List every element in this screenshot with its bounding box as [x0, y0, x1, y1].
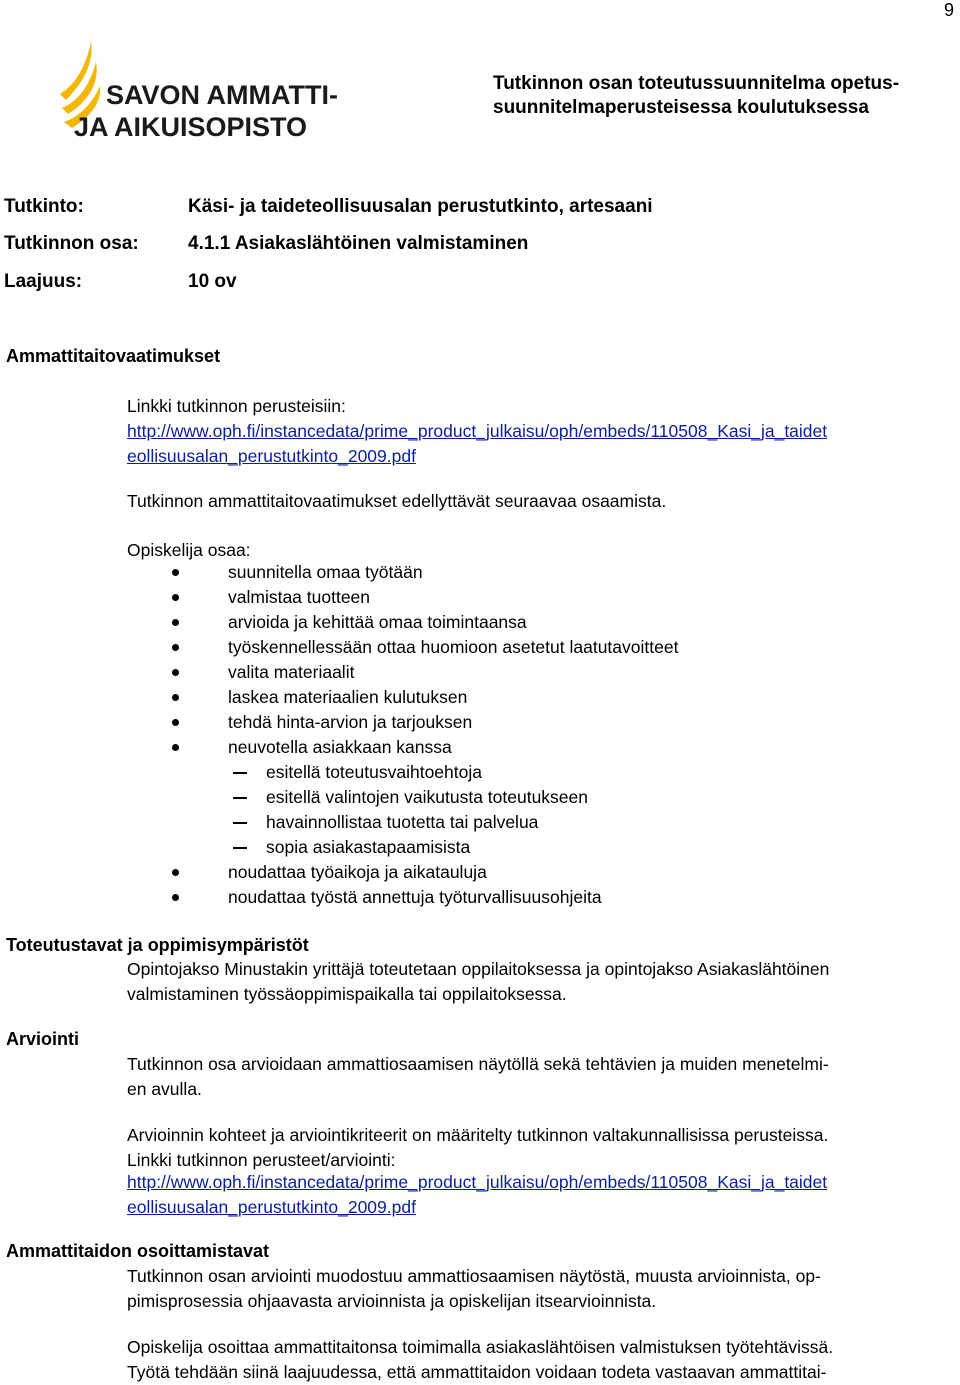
tutkinto-label: Tutkinto: — [4, 196, 84, 217]
bullet-icon — [172, 619, 179, 626]
logo-line2: JA AIKUISOPISTO — [74, 112, 308, 142]
bullet-icon — [172, 869, 179, 876]
arviointi-link-line2[interactable]: eollisuusalan_perustutkinto_2009.pdf — [127, 1197, 416, 1217]
document-title-line1: Tutkinnon osan toteutussuunnitelma opetus- — [493, 73, 900, 94]
sub-list-item: esitellä valintojen vaikutusta toteutukseen — [160, 785, 678, 810]
perusteet-link-line2[interactable]: eollisuusalan_perustutkinto_2009.pdf — [127, 446, 416, 466]
dash-icon — [233, 822, 247, 824]
document-title-line2: suunnitelmaperusteisessa koulutuksessa — [493, 97, 869, 118]
list-item: noudattaa työaikoja ja aikatauluja — [160, 860, 678, 885]
tutkinto-value: Käsi- ja taideteollisuusalan perustutkinto, artesaani — [188, 196, 653, 217]
logo-swoosh-icon — [60, 36, 350, 146]
school-logo — [60, 36, 350, 146]
list-item: suunnitella omaa työtään — [160, 560, 678, 585]
list-item: laskea materiaalien kulutuksen — [160, 685, 678, 710]
arviointi-paragraph-1: Tutkinnon osa arvioidaan ammattiosaamisen näytöllä sekä tehtävien ja muiden menetelmi- en avulla. — [127, 1054, 829, 1099]
intro-text: Tutkinnon ammattitaitovaatimukset edellyttävät seuraavaa osaamista. — [127, 491, 667, 511]
list-item: valita materiaalit — [160, 660, 678, 685]
osoittamistavat-paragraph-1: Tutkinnon osan arviointi muodostuu ammattiosaamisen näytöstä, muusta arvioinnista, op- pimisprosessia ohjaavasta arvioinnista ja opiskelijan itsearvioinnista. — [127, 1266, 821, 1311]
document-title — [493, 72, 899, 120]
dash-icon — [233, 772, 247, 774]
laajuus-label: Laajuus: — [4, 271, 83, 292]
bullet-icon — [172, 894, 179, 901]
bullet-icon — [172, 594, 179, 601]
bullet-icon — [172, 719, 179, 726]
sub-list-item: havainnollistaa tuotetta tai palvelua — [160, 810, 678, 835]
bullet-icon — [172, 644, 179, 651]
bullet-icon — [172, 669, 179, 676]
list-item: työskennellessään ottaa huomioon asetetut laatutavoitteet — [160, 635, 678, 660]
dash-icon — [233, 797, 247, 799]
toteutus-text: Opintojakso Minustakin yrittäjä toteutetaan oppilaitoksessa ja opintojakso Asiakaslähtöinen valmistaminen työssäoppimispaikalla tai oppilaitoksessa. — [127, 959, 830, 1004]
sub-list-item: sopia asiakastapaamisista — [160, 835, 678, 860]
link-label-perusteet: Linkki tutkinnon perusteisiin: — [127, 396, 346, 416]
dash-icon — [233, 847, 247, 849]
list-item: valmistaa tuotteen — [160, 585, 678, 610]
osoittamistavat-paragraph-2: Opiskelija osoittaa ammattitaitonsa toimimalla asiakaslähtöisen valmistuksen työtehtävissä. Työtä tehdään siinä laajuudessa, että ammattitaidon voidaan todeta vastaavan ammattitai- — [127, 1337, 834, 1382]
list-item: tehdä hinta-arvion ja tarjouksen — [160, 710, 678, 735]
heading-ammattitaitovaatimukset: Ammattitaitovaatimukset — [6, 346, 221, 366]
list-item: arvioida ja kehittää omaa toimintaansa — [160, 610, 678, 635]
bullet-icon — [172, 744, 179, 751]
laajuus-value: 10 ov — [188, 271, 237, 292]
perusteet-link[interactable] — [127, 419, 827, 469]
logo-line1: SAVON AMMATTI- — [106, 80, 338, 110]
list-item: neuvotella asiakkaan kanssa — [160, 735, 678, 760]
arviointi-paragraph-2: Arvioinnin kohteet ja arviointikriteerit on määritelty tutkinnon valtakunnallisissa perusteissa. Linkki tutkinnon perusteet/arviointi: — [127, 1125, 829, 1170]
perusteet-link-line1[interactable]: http://www.oph.fi/instancedata/prime_product_julkaisu/oph/embeds/110508_Kasi_ja_taidet — [127, 421, 828, 441]
bullet-icon — [172, 694, 179, 701]
arviointi-link[interactable] — [127, 1170, 827, 1220]
osaa-label: Opiskelija osaa: — [127, 540, 251, 560]
heading-toteutustavat: Toteutustavat ja oppimisympäristöt — [6, 935, 309, 955]
tutkinnon-osa-value: 4.1.1 Asiakaslähtöinen valmistaminen — [188, 233, 529, 254]
heading-osoittamistavat: Ammattitaidon osoittamistavat — [6, 1241, 270, 1261]
tutkinnon-osa-label: Tutkinnon osa: — [4, 233, 139, 254]
heading-arviointi: Arviointi — [6, 1029, 80, 1049]
sub-list-item: esitellä toteutusvaihtoehtoja — [160, 760, 678, 785]
page-number: 9 — [943, 0, 954, 20]
bullet-icon — [172, 569, 179, 576]
skills-list — [160, 560, 678, 910]
list-item: noudattaa työstä annettuja työturvallisuusohjeita — [160, 885, 678, 910]
arviointi-link-line1[interactable]: http://www.oph.fi/instancedata/prime_product_julkaisu/oph/embeds/110508_Kasi_ja_taidet — [127, 1172, 828, 1192]
